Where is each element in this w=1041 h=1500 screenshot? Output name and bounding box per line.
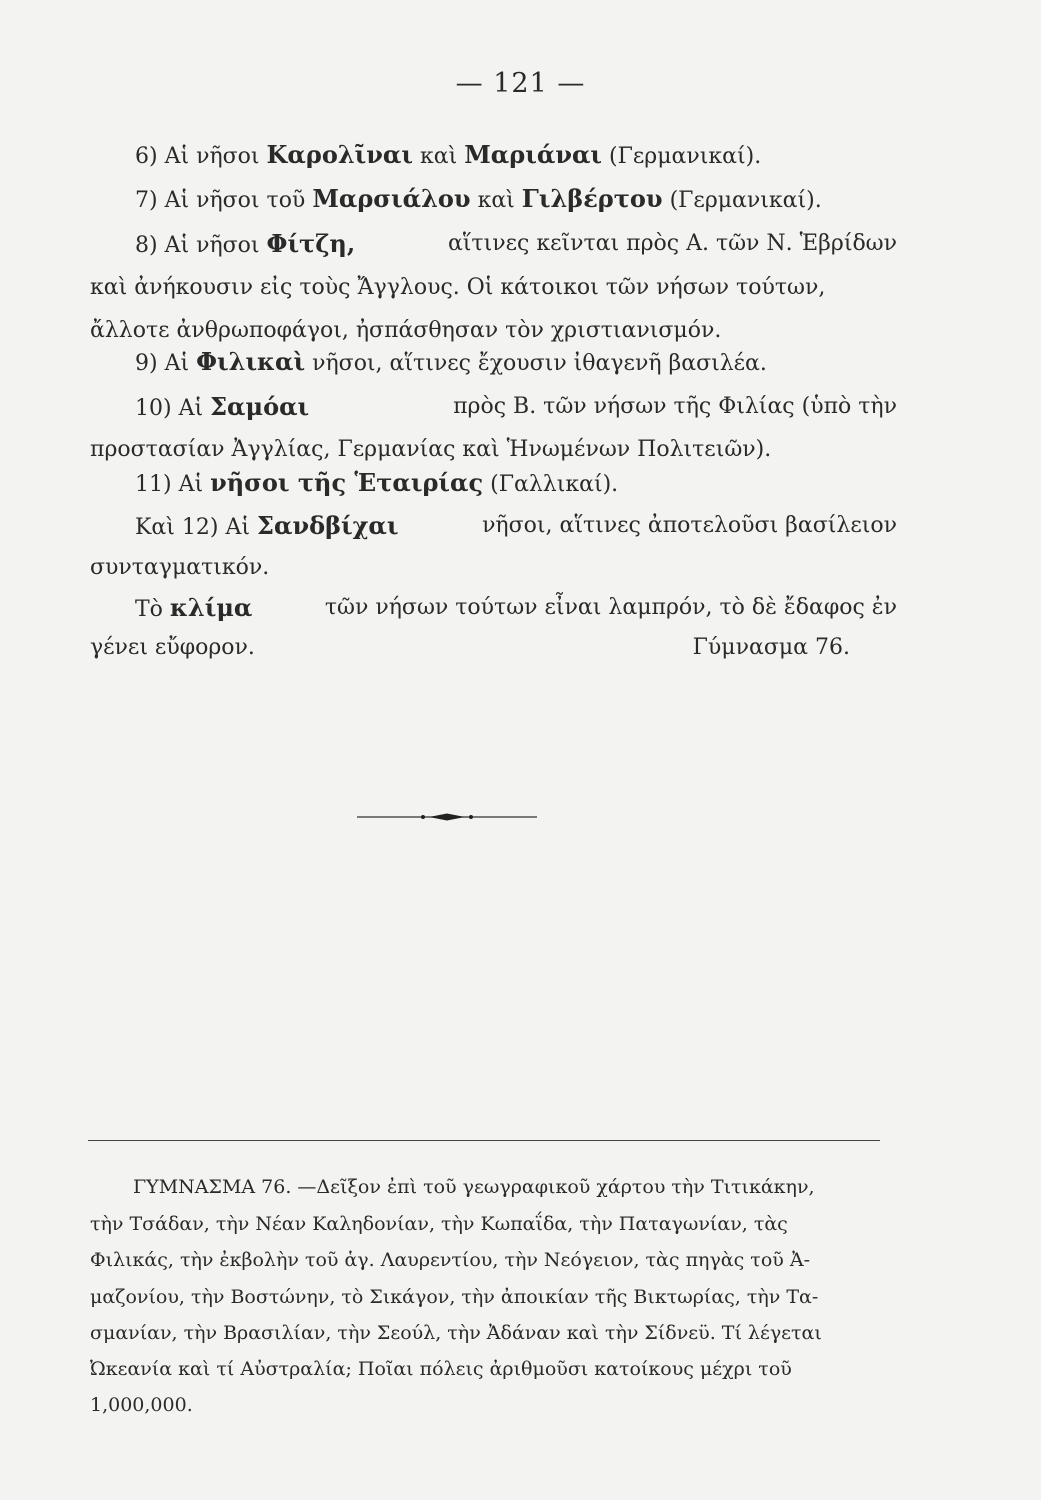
footnote-line: 1,000,000.	[90, 1394, 193, 1416]
page-number: — 121 —	[455, 68, 586, 99]
bold-term: Σανδβίχαι	[257, 511, 399, 540]
text-line: συνταγματικόν.	[90, 555, 270, 580]
exercise-reference: Γύμνασμα 76.	[692, 635, 850, 660]
footnote-line: Φιλικάς, τὴν ἐκβολὴν τοῦ ἁγ. Λαυρεντίου, τὴν Νεόγειον, τὰς πηγὰς τοῦ Ἀ-	[90, 1249, 810, 1271]
list-item-6: 6) Αἱ νῆσοι Καρολῖναι καὶ Μαριάναι (Γερμανικαί).	[135, 140, 762, 169]
list-item-8: 8) Αἱ νῆσοι Φίτζη, αἵτινες κεῖνται πρὸς Α. τῶν Ν. Ἑβρίδων	[135, 229, 897, 258]
bold-term: Μαριάναι	[464, 140, 603, 169]
footnote-line: μαζονίου, τὴν Βοστώνην, τὸ Σικάγον, τὴν ἀποικίαν τῆς Βικτωρίας, τὴν Τα-	[90, 1286, 819, 1308]
footnote-line: τὴν Τσάδαν, τὴν Νέαν Καληδονίαν, τὴν Κωπαΐδα, τὴν Παταγωνίαν, τὰς	[90, 1213, 788, 1235]
paragraph-climate: Τὸ κλίμα τῶν νήσων τούτων εἶναι λαμπρόν, τὸ δὲ ἔδαφος ἐν	[135, 593, 897, 622]
footnote-line: Ὠκεανία καὶ τί Αὐστραλία; Ποῖαι πόλεις ἀριθμοῦσι κατοίκους μέχρι τοῦ	[90, 1358, 792, 1380]
list-item-9: 9) Αἱ Φιλικαὶ νῆσοι, αἵτινες ἔχουσιν ἰθαγενῆ βασιλέα.	[135, 347, 767, 376]
bold-term: Καρολῖναι	[266, 140, 414, 169]
list-item-10: 10) Αἱ Σαμόαι πρὸς Β. τῶν νήσων τῆς Φιλίας (ὑπὸ τὴν	[135, 392, 897, 421]
bold-term: Φίτζη,	[266, 229, 356, 258]
list-item-11: 11) Αἱ νῆσοι τῆς Ἑταιρίας (Γαλλικαί).	[135, 468, 619, 497]
bold-term: κλίμα	[169, 593, 253, 622]
text-line: ἄλλοτε ἀνθρωποφάγοι, ἠσπάσθησαν τὸν χριστιανισμόν.	[90, 318, 722, 343]
bold-term: Σαμόαι	[210, 392, 310, 421]
ornament-divider	[357, 812, 537, 822]
text-line: γένει εὔφορον. Γύμνασμα 76.	[90, 633, 850, 663]
text-line: προστασίαν Ἀγγλίας, Γερμανίας καὶ Ἡνωμένων Πολιτειῶν).	[90, 437, 772, 462]
footnote-separator	[88, 1140, 880, 1141]
list-item-7: 7) Αἱ νῆσοι τοῦ Μαρσιάλου καὶ Γιλβέρτου (Γερμανικαί).	[135, 184, 822, 213]
footnote-line: σμανίαν, τὴν Βρασιλίαν, τὴν Σεούλ, τὴν Ἀδάναν καὶ τὴν Σίδνεϋ. Τί λέγεται	[90, 1322, 822, 1344]
bold-term: νῆσοι τῆς Ἑταιρίας	[210, 468, 484, 497]
text-line: καὶ ἀνήκουσιν εἰς τοὺς Ἄγγλους. Οἱ κάτοικοι τῶν νήσων τούτων,	[90, 275, 826, 300]
bold-term: Γιλβέρτου	[521, 184, 663, 213]
bold-term: Μαρσιάλου	[312, 184, 471, 213]
list-item-12: Καὶ 12) Αἱ Σανδβίχαι νῆσοι, αἵτινες ἀποτελοῦσι βασίλειον	[135, 511, 897, 540]
bold-term: Φιλικαὶ	[196, 347, 306, 376]
footnote-line: ΓΥΜΝΑΣΜΑ 76. —Δεῖξον ἐπὶ τοῦ γεωγραφικοῦ χάρτου τὴν Τιτικάκην,	[133, 1176, 815, 1198]
